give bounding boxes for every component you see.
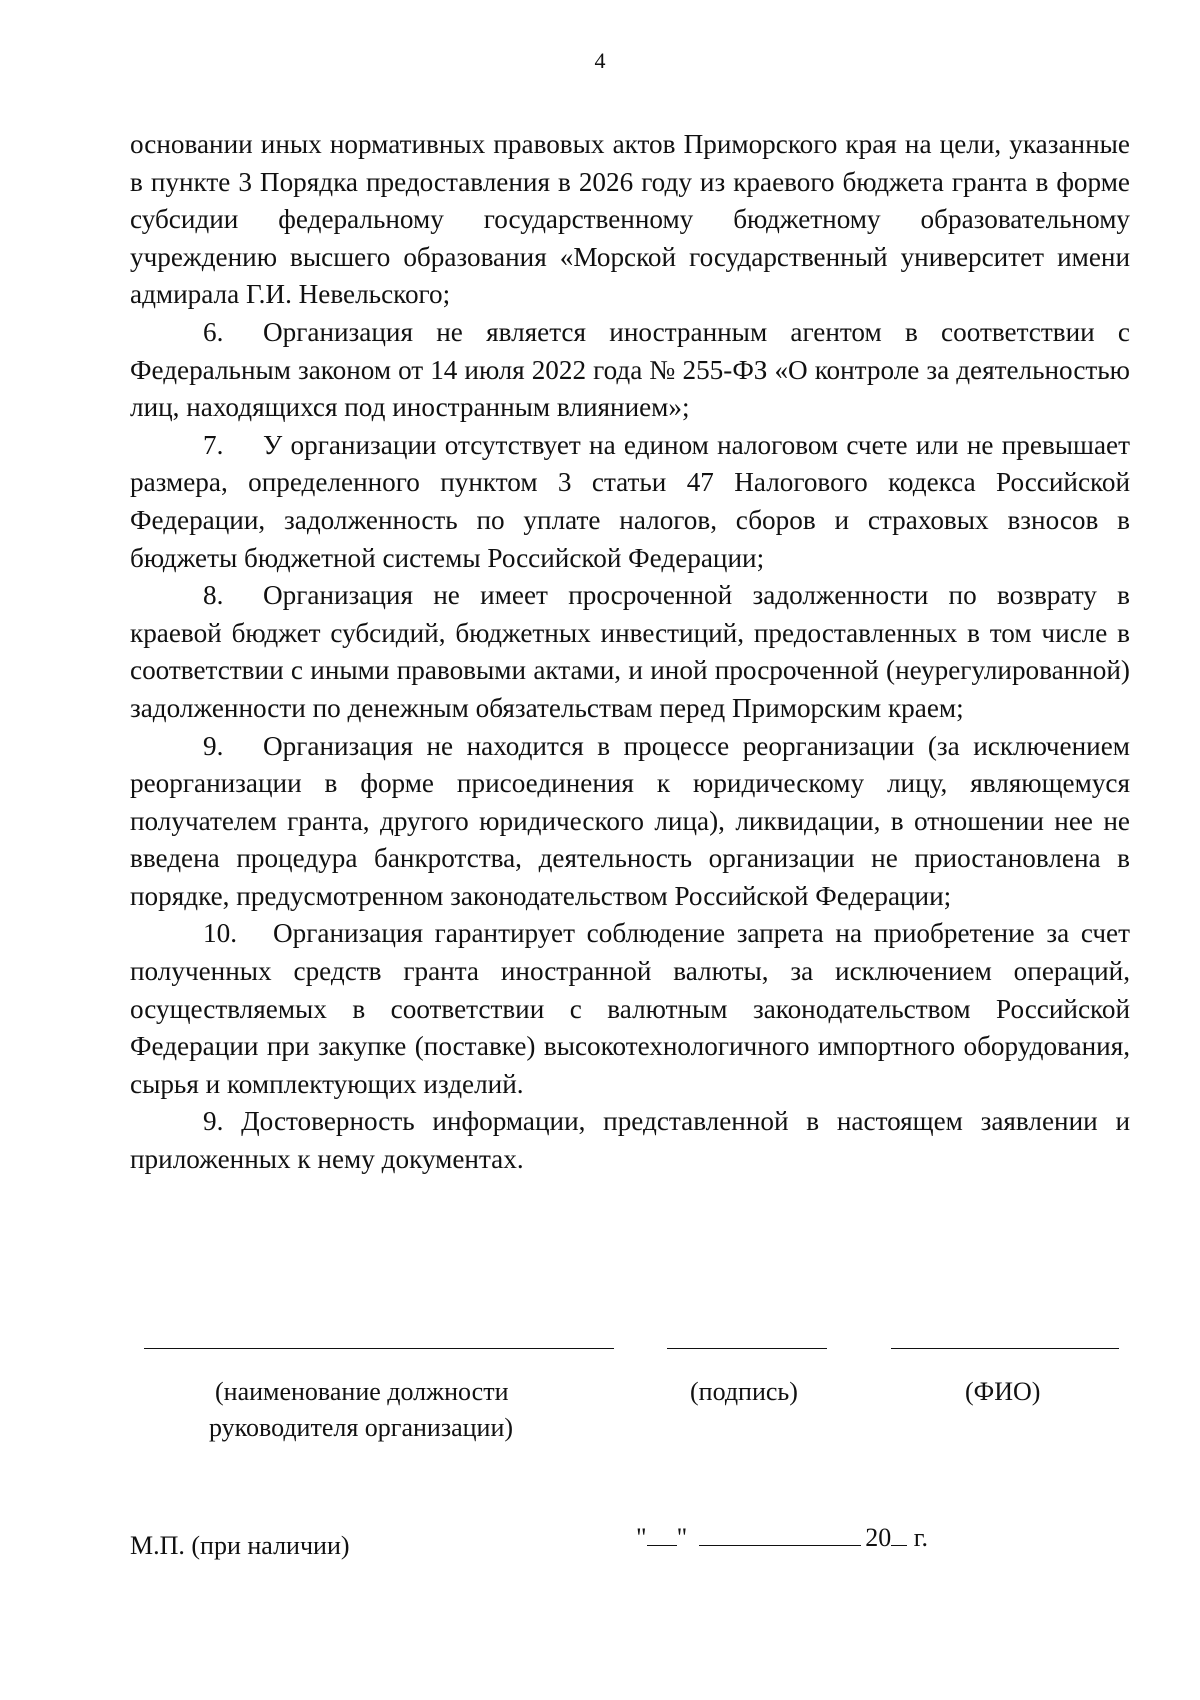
list-item-text: Организация не находится в процессе реорганизации (за исключением реорганизации в форме присоединения к юридическому лицу, являющемуся получателем гранта, другого юридического лица), ликвидации, в отношении нее не введена процедура банкротства, деятельность организации не приостановлена в порядке, предусмотренном законодательством Российской Федерации; [130, 730, 1130, 911]
name-caption: (ФИО) [965, 1377, 1041, 1406]
year-prefix: 20 [865, 1523, 892, 1552]
list-item-9 [130, 728, 1130, 916]
list-item-number: 8. [203, 580, 224, 611]
year-blank [891, 1521, 907, 1546]
list-item-6 [130, 314, 1130, 427]
year-suffix: г. [913, 1523, 928, 1552]
list-item-7 [130, 427, 1130, 577]
date-open-quote: " [636, 1523, 647, 1552]
signature-block [0, 1348, 1200, 1468]
list-item-text: Организация гарантирует соблюдение запрета на приобретение за счет полученных средств гранта иностранной валюты, за исключением операций, осуществляемых в соответствии с валютным законодательством Российской Федерации при закупке (поставке) высокотехнологичного импортного оборудования, сырья и комплектующих изделий. [130, 918, 1130, 1099]
position-caption-line2: руководителя организации) [209, 1413, 514, 1442]
signature-line [667, 1348, 827, 1349]
list-item-text: Организация не имеет просроченной задолженности по возврату в краевой бюджет субсидий, бюджетных инвестиций, предоставленных в том числе в соответствии с иными правовыми актами, и иной просроченной (неурегулированной) задолженности по денежным обязательствам перед Приморским краем; [130, 580, 1130, 723]
list-item-number: 10. [203, 918, 237, 949]
signature-caption: (подпись) [690, 1377, 798, 1406]
page-number: 4 [594, 48, 606, 73]
document-body [130, 126, 1130, 1179]
position-caption [209, 1374, 514, 1446]
name-signature-line [891, 1348, 1119, 1349]
list-item-text: Организация не является иностранным агентом в соответствии с Федеральным законом от 14 июля 2022 года № 255-ФЗ «О контроле за деятельностью лиц, находящихся под иностранным влиянием»; [130, 316, 1130, 423]
position-signature-line [144, 1348, 614, 1349]
seal-label: М.П. (при наличии) [130, 1531, 350, 1560]
position-caption-line1: (наименование должности [215, 1377, 509, 1406]
month-blank [699, 1521, 861, 1546]
list-item-number: 6. [203, 316, 224, 347]
list-item-number: 7. [203, 429, 224, 460]
date-close-quote: " [676, 1523, 688, 1552]
closing-paragraph: 9. Достоверность информации, представленной в настоящем заявлении и приложенных к нему документах. [130, 1106, 1130, 1175]
list-item-number: 9. [203, 730, 224, 761]
intro-paragraph: основании иных нормативных правовых актов Приморского края на цели, указанные в пункте 3 Порядка предоставления в 2026 году из краевого бюджета гранта в форме субсидии федеральному государственному бюджетному образовательному учреждению высшего образования «Морской государственный университет имени адмирала Г.И. Невельского; [130, 129, 1130, 310]
date-line [636, 1520, 928, 1556]
list-item-10 [130, 915, 1130, 1103]
day-blank [647, 1521, 677, 1546]
list-item-text: У организации отсутствует на едином налоговом счете или не превышает размера, определенного пунктом 3 статьи 47 Налогового кодекса Российской Федерации, задолженность по уплате налогов, сборов и страховых взносов в бюджеты бюджетной системы Российской Федерации; [130, 429, 1130, 573]
list-item-8 [130, 577, 1130, 727]
